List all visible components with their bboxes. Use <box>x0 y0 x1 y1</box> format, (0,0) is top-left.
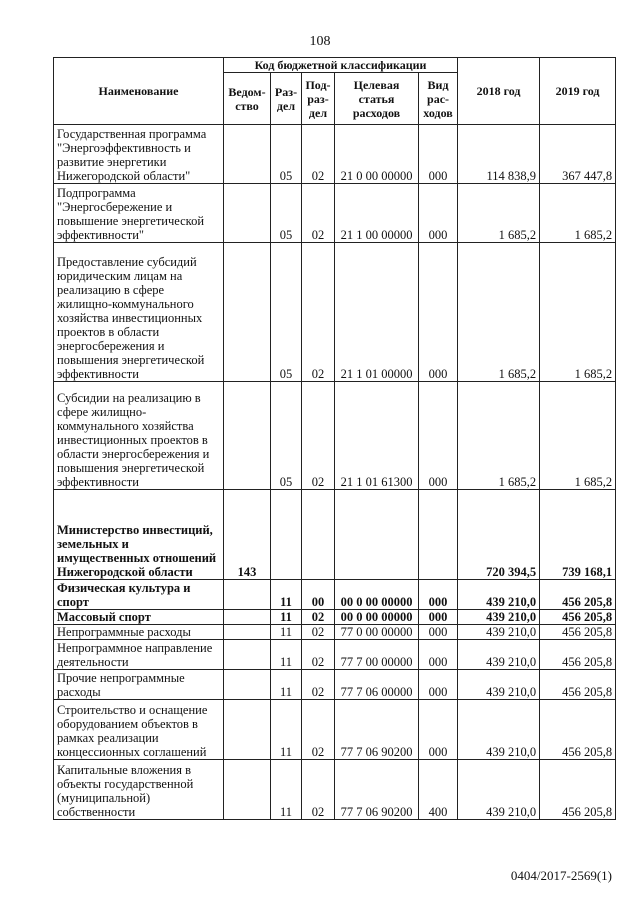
row-razdel: 11 <box>271 640 302 670</box>
row-name: Государственная программа "Энергоэффективность и развитие энергетики Нижегородской области" <box>54 125 224 184</box>
row-target: 77 7 00 00000 <box>335 640 419 670</box>
row-vid: 400 <box>419 760 458 820</box>
row-razdel: 05 <box>271 243 302 382</box>
row-ved <box>224 700 271 760</box>
row-ved <box>224 640 271 670</box>
row-name: Массовый спорт <box>54 610 224 625</box>
row-name: Капитальные вложения в объекты государственной (муниципальной) собственности <box>54 760 224 820</box>
header-name: Наименование <box>54 58 224 125</box>
row-2018: 439 210,0 <box>458 640 540 670</box>
table-row <box>54 640 616 670</box>
row-ved <box>224 580 271 610</box>
row-ved <box>224 382 271 490</box>
row-razdel: 05 <box>271 125 302 184</box>
row-podrazdel: 02 <box>302 184 335 243</box>
row-2018: 439 210,0 <box>458 670 540 700</box>
document-code: 0404/2017-2569(1) <box>510 868 612 883</box>
row-razdel: 11 <box>271 625 302 640</box>
row-2018: 439 210,0 <box>458 760 540 820</box>
row-2019: 456 205,8 <box>540 640 616 670</box>
row-name: Подпрограмма "Энергосбережение и повышение энергетической эффективности" <box>54 184 224 243</box>
row-target: 21 1 01 00000 <box>335 243 419 382</box>
row-2019: 367 447,8 <box>540 125 616 184</box>
table-row <box>54 490 616 580</box>
table-row <box>54 625 616 640</box>
row-ved <box>224 125 271 184</box>
row-2019: 1 685,2 <box>540 382 616 490</box>
row-vid: 000 <box>419 640 458 670</box>
row-2019: 1 685,2 <box>540 184 616 243</box>
row-razdel: 11 <box>271 760 302 820</box>
header-razdel: Раз-дел <box>271 73 302 125</box>
row-vid <box>419 490 458 580</box>
row-razdel: 05 <box>271 382 302 490</box>
row-target: 77 7 06 90200 <box>335 700 419 760</box>
table-row <box>54 580 616 610</box>
header-2019: 2019 год <box>540 58 616 125</box>
row-vid: 000 <box>419 382 458 490</box>
row-razdel: 11 <box>271 700 302 760</box>
row-podrazdel: 00 <box>302 580 335 610</box>
table-row <box>54 670 616 700</box>
row-2018: 1 685,2 <box>458 243 540 382</box>
row-podrazdel: 02 <box>302 700 335 760</box>
row-vid: 000 <box>419 610 458 625</box>
row-podrazdel: 02 <box>302 760 335 820</box>
row-vid: 000 <box>419 700 458 760</box>
row-target: 77 0 00 00000 <box>335 625 419 640</box>
row-2018: 720 394,5 <box>458 490 540 580</box>
row-target: 00 0 00 00000 <box>335 610 419 625</box>
table-row <box>54 184 616 243</box>
row-vid: 000 <box>419 184 458 243</box>
row-2018: 114 838,9 <box>458 125 540 184</box>
row-ved <box>224 184 271 243</box>
table-row <box>54 243 616 382</box>
row-name: Строительство и оснащение оборудованием объектов в рамках реализации концессионных соглашений <box>54 700 224 760</box>
row-vid: 000 <box>419 125 458 184</box>
row-2019: 456 205,8 <box>540 700 616 760</box>
row-razdel: 11 <box>271 610 302 625</box>
row-target: 77 7 06 90200 <box>335 760 419 820</box>
row-2019: 456 205,8 <box>540 670 616 700</box>
row-name: Предоставление субсидий юридическим лицам на реализацию в сфере жилищно-коммунального хозяйства инвестиционных проектов в области энергосбережения и повышения энергетической эффективности <box>54 243 224 382</box>
table-row <box>54 382 616 490</box>
row-2018: 439 210,0 <box>458 625 540 640</box>
row-podrazdel: 02 <box>302 125 335 184</box>
table-row <box>54 760 616 820</box>
header-podrazdel: Под-раз-дел <box>302 73 335 125</box>
row-ved <box>224 625 271 640</box>
row-podrazdel: 02 <box>302 243 335 382</box>
row-name: Прочие непрограммные расходы <box>54 670 224 700</box>
row-razdel: 11 <box>271 670 302 700</box>
row-2018: 439 210,0 <box>458 610 540 625</box>
row-target: 21 0 00 00000 <box>335 125 419 184</box>
row-target: 77 7 06 00000 <box>335 670 419 700</box>
row-2018: 1 685,2 <box>458 382 540 490</box>
row-vid: 000 <box>419 580 458 610</box>
row-ved <box>224 670 271 700</box>
row-name: Субсидии на реализацию в сфере жилищно-коммунального хозяйства инвестиционных проектов в области энергосбережения и повышения энергетической эффективности <box>54 382 224 490</box>
row-2018: 1 685,2 <box>458 184 540 243</box>
header-2018: 2018 год <box>458 58 540 125</box>
row-name: Министерство инвестиций, земельных и имущественных отношений Нижегородской области <box>54 490 224 580</box>
row-razdel: 11 <box>271 580 302 610</box>
header-vedomstvo: Ведом-ство <box>224 73 271 125</box>
row-2018: 439 210,0 <box>458 580 540 610</box>
row-ved <box>224 243 271 382</box>
row-podrazdel: 02 <box>302 670 335 700</box>
row-ved: 143 <box>224 490 271 580</box>
header-target: Целевая статья расходов <box>335 73 419 125</box>
row-target <box>335 490 419 580</box>
row-2019: 456 205,8 <box>540 625 616 640</box>
table-row <box>54 125 616 184</box>
row-2019: 1 685,2 <box>540 243 616 382</box>
row-2019: 456 205,8 <box>540 610 616 625</box>
row-podrazdel <box>302 490 335 580</box>
row-razdel <box>271 490 302 580</box>
row-ved <box>224 610 271 625</box>
header-group: Код бюджетной классификации <box>224 58 458 73</box>
row-2018: 439 210,0 <box>458 700 540 760</box>
row-target: 21 1 00 00000 <box>335 184 419 243</box>
row-ved <box>224 760 271 820</box>
table-row <box>54 700 616 760</box>
page-number: 108 <box>309 34 331 49</box>
row-2019: 456 205,8 <box>540 580 616 610</box>
row-razdel: 05 <box>271 184 302 243</box>
row-podrazdel: 02 <box>302 625 335 640</box>
budget-table <box>53 57 616 820</box>
row-podrazdel: 02 <box>302 610 335 625</box>
row-vid: 000 <box>419 243 458 382</box>
row-target: 21 1 01 61300 <box>335 382 419 490</box>
row-2019: 739 168,1 <box>540 490 616 580</box>
row-podrazdel: 02 <box>302 640 335 670</box>
row-target: 00 0 00 00000 <box>335 580 419 610</box>
table-row <box>54 610 616 625</box>
row-vid: 000 <box>419 625 458 640</box>
row-name: Непрограммное направление деятельности <box>54 640 224 670</box>
header-vid: Вид рас-ходов <box>419 73 458 125</box>
row-podrazdel: 02 <box>302 382 335 490</box>
row-name: Физическая культура и спорт <box>54 580 224 610</box>
row-2019: 456 205,8 <box>540 760 616 820</box>
row-name: Непрограммные расходы <box>54 625 224 640</box>
row-vid: 000 <box>419 670 458 700</box>
